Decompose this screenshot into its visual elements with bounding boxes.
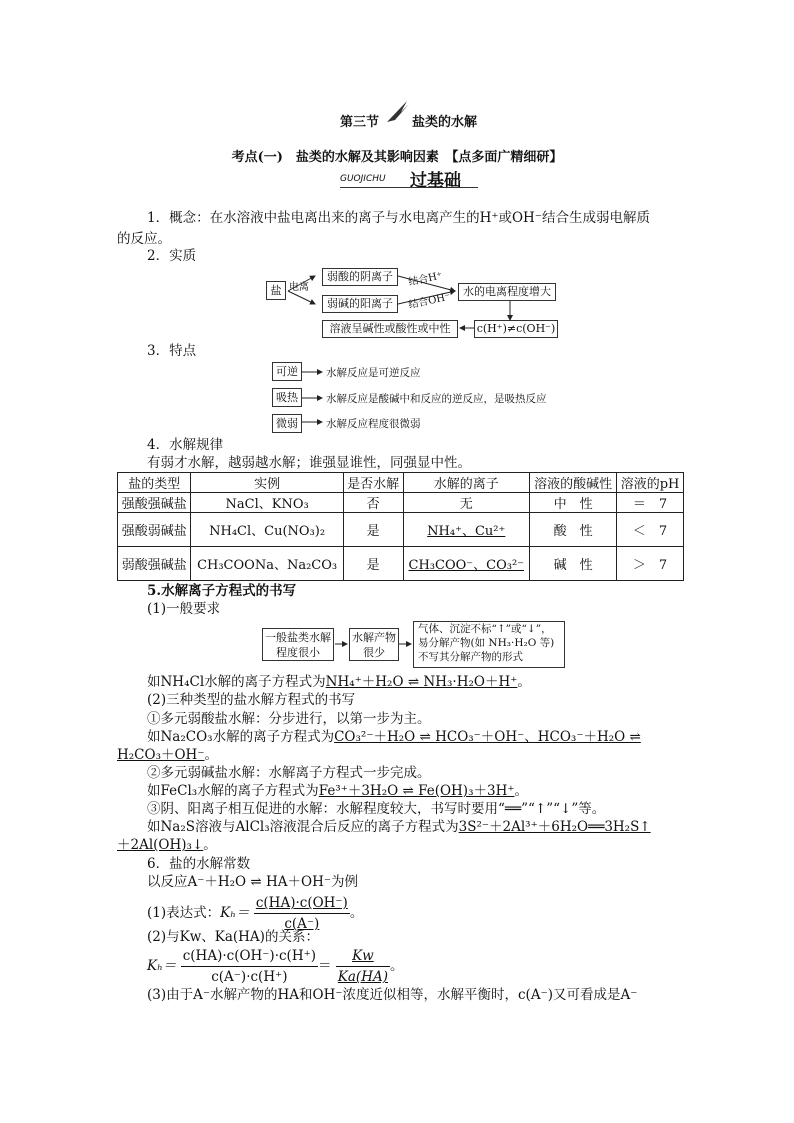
table-header: 是否水解	[343, 473, 403, 493]
feature-key-endothermic: 吸热	[272, 388, 302, 407]
kw-ka-fraction: $\frac{Kw}{Ka(HA)}$	[337, 948, 388, 985]
table-cell: 无	[403, 493, 529, 513]
equation-heading: 5.水解离子方程式的书写	[147, 583, 297, 599]
feature-key-slight: 微弱	[272, 414, 302, 433]
relation-heading: (2)与Kw、Ka(HA)的关系：	[147, 929, 319, 945]
table-cell: NH₄⁺、Cu²⁺	[403, 513, 529, 547]
table-cell: ＝ 7	[617, 493, 684, 513]
kh-fraction: $\frac{c(HA)\cdot c(OH^-)}{c(A^-)}$	[255, 895, 348, 932]
result-box: 溶液呈碱性或酸性或中性	[322, 320, 458, 338]
table-header: 盐的类型	[118, 473, 191, 493]
concept-line2: 的反应。	[117, 231, 171, 247]
rules-heading: 4．水解规律	[147, 437, 224, 453]
example-na2s: 如Na₂S溶液与AlCl₃溶液混合后反应的离子方程式为3S²⁻＋2Al³⁺＋6H₂O══3H₂S↑	[147, 819, 651, 835]
salt-box: 盐	[266, 281, 286, 300]
equation: H₂CO₃＋OH⁻	[117, 747, 205, 763]
example-fecl3: 如FeCl₃水解的离子方程式为Fe³⁺＋3H₂O ⇌ Fe(OH)₃＋3H⁺。	[147, 783, 528, 799]
rule-box	[413, 621, 565, 668]
features-heading: 3．特点	[147, 343, 197, 359]
feather-icon	[385, 98, 411, 124]
hydrolysis-rules-table	[117, 472, 684, 581]
water-ionization-box: 水的电离程度增大	[458, 283, 556, 301]
example-na2co3-cont: H₂CO₃＋OH⁻。	[117, 747, 218, 763]
feature-desc-slight: 水解反应程度很微弱	[326, 418, 421, 430]
table-row	[118, 547, 684, 581]
ionize-label: 电离	[289, 282, 309, 293]
feature-desc-endothermic: 水解反应是酸碱中和反应的逆反应，是吸热反应	[326, 393, 547, 405]
table-header: 溶液的pH	[617, 473, 684, 493]
constant-intro: 以反应A⁻＋H₂O ⇌ HA＋OH⁻为例	[147, 874, 359, 890]
weak-base-cation-box: 弱碱的阳离子	[322, 295, 398, 313]
combine-oh-label: 结合OH⁻	[407, 291, 452, 312]
table-cell: 中 性	[530, 493, 617, 513]
essence-heading: 2．实质	[147, 248, 197, 264]
section-title: 盐类的水解	[412, 115, 478, 130]
relation-line: Kₕ＝ $\frac{c(HA)\cdot c(OH^-)\cdot c(H^+)}{c(A^-)\cdot c(H^+)}$ ＝ $\frac{Kw}{Ka(HA)}$ 。	[147, 948, 404, 985]
table-header: 实例	[191, 473, 343, 493]
approximation-text: (3)由于A⁻水解产物的HA和OH⁻浓度近似相等，水解平衡时，c(A⁻)又可看成是A⁻	[147, 987, 638, 1003]
rule-line3: 不写其分解产物的形式	[418, 651, 523, 663]
banner	[340, 166, 480, 191]
few-products-box: 水解产物很少	[349, 628, 399, 661]
banner-pinyin: GUOJICHU	[340, 174, 386, 184]
table-cell: 否	[343, 493, 403, 513]
expression-line: (1)表达式：Kₕ＝ $\frac{c(HA)\cdot c(OH^-)}{c(A^-)}$ 。	[147, 895, 364, 932]
polyprotic-acid-rule: ①多元弱酸盐水解：分步进行，以第一步为主。	[147, 711, 431, 727]
table-row	[118, 513, 684, 547]
feature-key-reversible: 可逆	[272, 362, 302, 381]
small-degree-box: 一般盐类水解程度很小	[262, 628, 334, 661]
table-header: 水解的离子	[403, 473, 529, 493]
kaodian-heading: 考点(一) 盐类的水解及其影响因素 【点多面广精细研】	[231, 150, 563, 165]
rule-line1: 气体、沉淀不标“↑”或“↓”，	[418, 623, 552, 635]
table-header-row	[118, 473, 684, 493]
three-types-heading: (2)三种类型的盐水解方程式的书写	[147, 692, 356, 708]
table-cell: 碱 性	[530, 547, 617, 581]
table-header: 溶液的酸碱性	[530, 473, 617, 493]
feature-desc-reversible: 水解反应是可逆反应	[326, 367, 421, 379]
table-cell: CH₃COONa、Na₂CO₃	[191, 547, 343, 581]
inequality-box: c(H⁺)≠c(OH⁻)	[474, 320, 558, 338]
weak-acid-anion-box: 弱酸的阴离子	[322, 268, 398, 286]
mutual-promotion-rule: ③阴、阳离子相互促进的水解：水解程度较大，书写时要用“══”“↑”“↓”等。	[147, 801, 606, 817]
table-cell: 是	[343, 513, 403, 547]
table-cell: ＞ 7	[617, 547, 684, 581]
example-nh4cl: 如NH₄Cl水解的离子方程式为NH₄⁺＋H₂O ⇌ NH₃·H₂O＋H⁺。	[147, 674, 531, 690]
section-number: 第三节	[340, 115, 380, 130]
table-cell: 弱酸强碱盐	[118, 547, 191, 581]
banner-text: 过基础	[410, 171, 461, 191]
table-cell: ＜ 7	[617, 513, 684, 547]
hydrolysis-constant-heading: 6．盐的水解常数	[147, 856, 251, 872]
equation: Fe³⁺＋3H₂O ⇌ Fe(OH)₃＋3H⁺	[318, 783, 515, 799]
kh-expanded-fraction: $\frac{c(HA)\cdot c(OH^-)\cdot c(H^+)}{c(A^-)\cdot c(H^+)}$	[182, 948, 316, 985]
general-req-heading: (1)一般要求	[147, 601, 221, 617]
polybase-rule: ②多元弱碱盐水解：水解离子方程式一步完成。	[147, 765, 431, 781]
table-cell: 强酸强碱盐	[118, 493, 191, 513]
concept-line1: 1．概念：在水溶液中盐电离出来的离子与水电离产生的H⁺或OH⁻结合生成弱电解质	[147, 210, 650, 226]
table-cell: 酸 性	[530, 513, 617, 547]
table-cell: NH₄Cl、Cu(NO₃)₂	[191, 513, 343, 547]
equation: ＋2Al(OH)₃↓	[117, 837, 204, 853]
table-cell: NaCl、KNO₃	[191, 493, 343, 513]
rule-line2: 易分解产物(如 NH₃·H₂O 等)	[418, 637, 555, 649]
table-cell: 是	[343, 547, 403, 581]
equation: 3S²⁻＋2Al³⁺＋6H₂O══3H₂S↑	[458, 819, 651, 835]
combine-h-label: 结合H⁺	[407, 270, 444, 289]
equation: NH₄⁺＋H₂O ⇌ NH₃·H₂O＋H⁺	[325, 674, 518, 690]
table-row	[118, 493, 684, 513]
table-cell: 强酸弱碱盐	[118, 513, 191, 547]
equation: CO₃²⁻＋H₂O ⇌ HCO₃⁻＋OH⁻、HCO₃⁻＋H₂O ⇌	[334, 729, 641, 745]
example-na2co3: 如Na₂CO₃水解的离子方程式为CO₃²⁻＋H₂O ⇌ HCO₃⁻＋OH⁻、HCO₃⁻＋H₂O ⇌	[147, 729, 641, 745]
rules-text: 有弱才水解，越弱越水解；谁强显谁性，同强显中性。	[147, 455, 471, 471]
table-cell: CH₃COO⁻、CO₃²⁻	[403, 547, 529, 581]
example-na2s-cont: ＋2Al(OH)₃↓。	[117, 837, 217, 853]
